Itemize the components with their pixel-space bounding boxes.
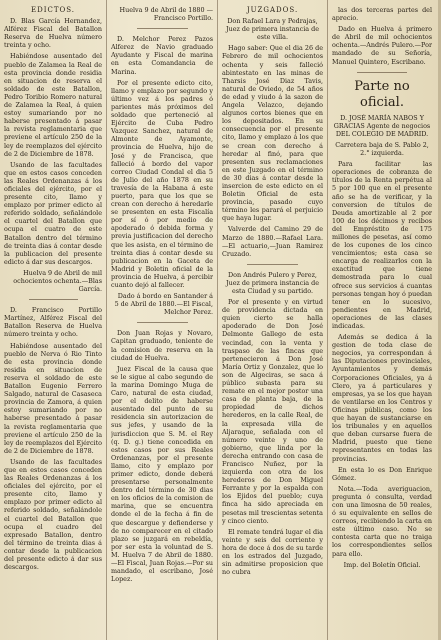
- divider: [29, 299, 78, 300]
- notice-2-continued: las dos terceras partes del aprecio.: [332, 6, 432, 23]
- divider: [137, 28, 188, 29]
- column-divider: [327, 0, 328, 640]
- notice-2-signature: Dado en Huelva á primero de Abril de mil ochocientos ochenta.—Andrés Pulero.—Por mandado de su Señoría, Manuel Quintero, Escribano.: [332, 25, 432, 66]
- edict-2-signature: Huelva 9 de Abril de 1880 —Francisco Portillo.: [119, 6, 213, 23]
- notice-1-signature: Valverde del Camino 29 de Marzo de 1880.—Rafael Lara.—El actuario,—Juan Ramirez Cruzado.: [222, 225, 323, 258]
- divider: [137, 322, 188, 323]
- agent-address: Carretera baja de S. Pablo 2, 2.° izquierda.: [335, 140, 429, 158]
- edict-3-title: D. Melchor Perez Pazos Alferez de Navio graduado Ayudante y Fiscal de marina en esta Comandancia de Marina.: [111, 35, 213, 76]
- section-heading-edictos: EDICTOS.: [30, 6, 76, 14]
- agent-name: D. JOSÉ MARÍA NABOS Y GRACIAS Agente de negocios DEL COLEGIO DE MADRID.: [333, 113, 431, 138]
- printer-imprint: Imp. del Boletín Oficial.: [343, 560, 421, 569]
- advert-local-agent: En esta lo es Don Enrique Gómez.: [332, 465, 432, 482]
- edict-1-body: Habiéndose ausentado del pueblo de Zalamea la Real de esta provincia donde residia en situacion de reserva el soldado de este Batallon, Pedro Toribio Romero natural de Zalamea la Real, á quien estoy sumariando por no haberse presentado á pasar la revista reglamentaria que previene el artículo 250 de la ley de reemplazos del ejército de 2 de Diciembre de 1878.: [4, 52, 102, 158]
- edict-3-body: Por el presente edicto cito, llamo y emplazo por segundo y último vez á los padres ó parientes más próximos del soldado que perteneció al Ejército de Cuba Pedro Vazquez Sanchez, natural de Almonte de Ayamonte, provincia de Huelva, hijo de José y de Francisca, que falleció á bordo del vapor correo Ciudad Condal el dia 5 de Julio del año 1878 en su travesía de la Habana á este puerto, para que los que se crean con derecho á heredarle se presenten en esta Fiscalía por sí ó por medio de apoderado ó debida forma y previa justificacion del derecho que les asista, en el término de treinta dias á contar desde su publicacion en la Gaceta de Madrid y Boletin oficial de la provincia de Huelva, á percibir cuanto dejó al fallecer.: [111, 78, 213, 289]
- edict-1-title: D. Blas García Hernandez, Alférez Fiscal del Batallon Reserva de Huelva número treinta y ocho.: [4, 17, 102, 50]
- edict-4-title: Don Juan Rojas y Novaro, Capitan graduado, teniente de la comision de reserva en la ciudad de Huelva.: [111, 329, 213, 362]
- section-title-parte-no-oficial: Parte no oficial.: [354, 78, 410, 110]
- edict-4-body: Juez Fiscal de la causa que se le sigue al cabo segundo de la marina Domingo Muga de Caro, natural de esta ciudad, por el delito de haberse ausentado del punto de su residencia sin autorizacion de sus jefes, y usando de la jurisdiccion que S. M. el Rey (q. D. g.) tiene concedida en estos casos por sus Reales Ordenanzas, por el presente llamo, cito y emplazo por primer edicto, donde deberá presentarse personalmente dentro del término de 30 dias en los oficios de la comision de marina, que se encuentra donde el de la fecha á fin de que descargue y defienderse y de no comparecer en el citado plazo se juzgará en rebeldía, por ser esta la voluntad de S. M. Huelva 7 de Abril de 1880.—El Fiscal, Juan Rojas.—Por su mandado, el escribano, José Lopez.: [111, 364, 213, 584]
- edict-1-signature: Huelva 9 de Abril de mil ochocientos ochenta.—Blas García.: [13, 268, 102, 294]
- notice-2-body: Por el presente y en virtud de providencia dictada en quien cierto se halla apoderado de Don José Delmonte Gallego de esta vecindad, con la venta y traspaso de las fincas que pertenecieron á Don José María Ortiz y Gonzalez, que lo son de Algeciras, se saca á público subasta para su remate en el mejor postor una casa de planta baja, de la propiedad de dichos herederos, en la calle Real, de la expresada villa de Aljaraque, señalada con el número veinte y uno de gobierno, que linda por la derecha entrando con casa de Francisco Nuñez, por la izquierda con otra de los herederos de Don Miguel Ferrante y por la espalda con los Ejidos del pueblo; cuya finca ha sido apreciada en pesetas mil trescientas setenta y cinco ciento.: [222, 298, 323, 525]
- column-4: [332, 6, 432, 636]
- column-3: [222, 6, 323, 636]
- edict-2-body: Habiéndose ausentado del pueblo de Nerva ó Rio Tinto de esta provincia donde residia en situacion de reserva el soldado de este Batallon Eugenio Ferrero Salgado, natural de Casaseca provincia de Zamora, á quien estoy sumariando por no haberse presentado á pasar la revista reglamentaria que previene el artículo 250 de la ley de reemplazos del Ejército de 2 de Diciembre de 1878.: [4, 341, 102, 455]
- advert-note: Nota.—Toda averiguacion, pregunta ó consulta, verdad con una limosna de 50 reales, ó su equivalente en sellos de correos, recibiendo la carta en este último caso. No se contesta carta que no traiga los correspondientes sellos para ello.: [332, 484, 432, 558]
- advert-body-2: Además se dedica á la gestion de toda clase de negocios, ya correspondan á las Diputaciones provinciales, Ayuntamientos y demás Corporaciones Oficiales, ya á Clero, ya á particulares y empresas, ya se los que hayan de ventilarse en los Centros y Oficinas públicas, como los que hayan de sustanciarse en los tribunales y en aquellos que deban cursarse fuera de Madrid, puesto que tiene representantes en todas las provincias.: [332, 333, 432, 463]
- divider: [247, 264, 298, 265]
- edict-1-body-2: Usando de las facultades que en estos casos conceden las Reales Ordenanzas á los oficiales del ejército, por el presente cito, llamo y emplazo por primer edicto al referido soldado, señalándole el cuartel del Batallon que ocupa el cuatro de este Batallon dentro del término de treinta dias á contar desde la publicacion del presente edicto á dar sus descargos.: [4, 160, 102, 266]
- notice-1-body: Hago saber: Que el dia 26 de Febrero de mil ochocientos ochenta y seis falleció abintestato en las minas de Tharsis José Diaz Tavis, natural de Oviedo, de 54 años de edad y viudo á la sazon de Angela Velazco, dejando algunos cortos bienes que en los depositados. En su consecuencia por el presente cito, llamo y emplazo á los que se crean con derecho á heredar al finó, para que presenten sus reclamaciones en este Juzgado en el término de 30 dias á contar desde la insercion de este edicto en el Boletin Oficial de esta provincia, pasado cuyo término les parará el perjuicio que haya lugar.: [222, 44, 323, 223]
- notice-1-title: Don Rafael Lara y Pedrajas, Juez de primera instancia de este villa.: [226, 17, 319, 42]
- advert-body: Para facilitar las operaciones de cobranza de títulos de la Renta perpétua al 5 por 100 que en el presente año se ha de verificar, y la conversion de títulos de Deuda amortizable al 2 por 100 de los décimos y recibos del Empréstito de 175 millones de pesetas, así como de los cupones de los cinco vencimientos; esta casa se encarga de realizarlos con la exactitud que tiene demostrada para lo cual ofrece sus servicios á cuantas personas tengan hoy ó puedan tener en lo sucesivo, pendientes en Madrid, operaciones de las clases indicadas.: [332, 160, 432, 330]
- notice-2-body-2: El remate tendrá lugar el dia veinte y seis del corriente y hora de doce á dos de su tarde en los estrados del Juzgado, sin admitirse proposicion que no cubra: [222, 527, 323, 577]
- column-2: [111, 6, 213, 636]
- edict-2-title: D. Francisco Portillo Martínez, Alférez Fiscal del Batallon Reserva de Huelva número treinta y ocho.: [4, 306, 102, 339]
- column-divider: [106, 0, 107, 640]
- column-1: [4, 6, 102, 636]
- edict-2-body-2: Usando de las facultades que en estos casos conceden las Reales Ordenanzas á los oficiales del ejército, por el presente cito, llamo y emplazo por primer edicto al referido soldado, señalándole el cuartel del Batallon que ocupa el cuadro del expresado Batallon, dentro del término de treinta dias á contar desde la publicacion del presente edicto á dar sus descargos.: [4, 457, 102, 572]
- column-divider: [217, 0, 218, 640]
- divider: [357, 72, 407, 73]
- edict-3-signature: Dado á bordo en Santander á 5 de Abril de 1880.—El Fiscal, Melchor Perez.: [114, 292, 213, 317]
- section-heading-juzgados: JUZGADOS.: [246, 6, 299, 14]
- notice-2-title: Don Andrés Pulero y Perez, Juez de primera instancia de esta Ciudad y su partido.: [226, 270, 319, 295]
